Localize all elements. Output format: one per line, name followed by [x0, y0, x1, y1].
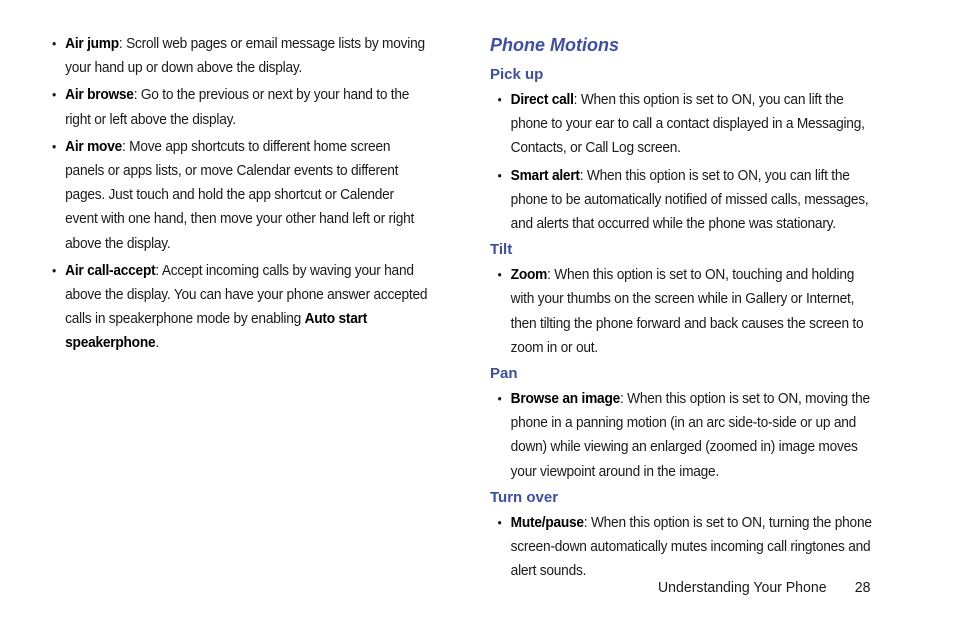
term-setting: Auto start speakerphone [65, 311, 368, 352]
term: Air browse [65, 87, 134, 104]
bullet: • [497, 514, 502, 530]
pick-up-list [490, 88, 900, 236]
bullet: • [497, 92, 502, 107]
turn-over-list [490, 511, 900, 584]
description: : Go to the previous or next by your hand to the right or left above the display. [65, 87, 410, 128]
page-footer [658, 579, 870, 596]
description: : Move app shortcuts to different home screen panels or apps lists, or move Calendar events to different pages. Just touch and hold the app shortcut or Calender event with one hand, then move your other hand left or right above the display. [65, 138, 415, 252]
pan-list [490, 387, 900, 484]
right-column [490, 32, 900, 586]
list-item-air-browse [52, 83, 428, 131]
description-tail: . [155, 335, 159, 352]
bullet: • [52, 87, 57, 103]
list-item-smart-alert [490, 164, 875, 237]
bullet: • [497, 391, 502, 407]
bullet: • [52, 138, 57, 154]
list-item-mute-pause [490, 511, 875, 584]
term: Air jump [65, 36, 119, 52]
term: Air move [65, 138, 122, 155]
bullet: • [52, 36, 57, 51]
description: : Scroll web pages or email message lists by moving your hand up or down above the display. [65, 36, 425, 77]
term: Mute/pause [510, 514, 584, 531]
term: Browse an image [510, 391, 620, 408]
subheading-pick-up: Pick up [490, 66, 544, 83]
description: : Accept incoming calls by waving your hand above the display. You can have your phone answer accepted calls in speakerphone mode by enabling [65, 262, 428, 328]
list-item-air-move [52, 135, 428, 256]
list-item-browse-an-image [490, 387, 875, 484]
subheading-tilt: Tilt [490, 241, 513, 259]
term: Zoom [510, 267, 548, 284]
list-item-air-call-accept [52, 259, 428, 356]
term: Direct call [510, 92, 574, 108]
bullet: • [52, 262, 57, 278]
bullet: • [497, 267, 502, 283]
description: : When this option is set to ON, touching and holding with your thumbs on the screen while in Gallery or Internet, then tilting the phone forward and back causes the screen to zoom in or out. [510, 267, 864, 356]
subheading-turn-over: Turn over [490, 488, 559, 506]
description: : When this option is set to ON, moving the phone in a panning motion (in an arc side-to-side or up and down) while viewing an enlarged (zoomed in) image moves your viewpoint around in the image. [510, 391, 870, 480]
term: Air call-accept [65, 262, 156, 279]
term: Smart alert [510, 167, 580, 184]
description: : When this option is set to ON, turning the phone screen-down automatically mutes incoming call ringtones and alert sounds. [510, 514, 872, 580]
air-gesture-list [52, 32, 452, 356]
subheading-pan: Pan [490, 365, 518, 383]
footer-section-title: Understanding Your Phone [658, 579, 827, 596]
list-item-direct-call [490, 88, 875, 161]
list-item-air-jump [52, 32, 428, 80]
section-title: Phone Motions [490, 35, 619, 55]
left-column [52, 32, 452, 359]
page-number: 28 [854, 579, 871, 596]
bullet: • [497, 167, 502, 183]
description: : When this option is set to ON, you can lift the phone to be automatically notified of missed calls, messages, and alerts that occurred while the phone was stationary. [510, 167, 869, 233]
description: : When this option is set to ON, you can lift the phone to your ear to call a contact displayed in a Messaging, Contacts, or Call Log screen. [510, 92, 865, 157]
tilt-list [490, 263, 900, 360]
list-item-zoom [490, 263, 875, 360]
